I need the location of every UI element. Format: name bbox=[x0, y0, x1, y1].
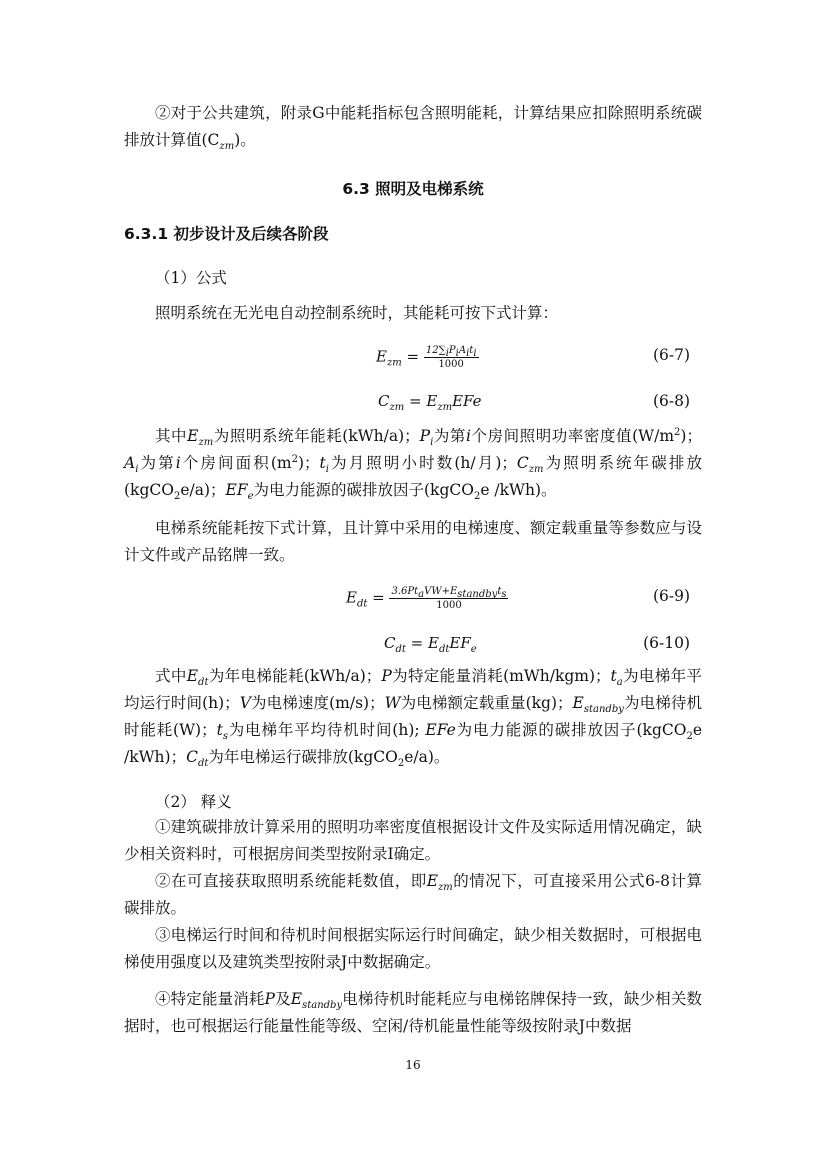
equation-6-9: $E_{dt}$ = $\frac{3.6Pt_aVW+E_{standby}t_s}{1000}$ (6-9) bbox=[346, 586, 690, 611]
note-2: ②在可直接获取照明系统能耗数值，即$E_{zm}$的情况下，可直接采用公式6-8计算碳排放。 bbox=[124, 872, 702, 917]
subsection-title: 6.3.1 初步设计及后续各阶段 bbox=[124, 225, 329, 243]
lighting-definitions: 其中$E_{zm}$为照明系统年能耗(kWh/a)；$P_i$为第i个房间照明功率密度值$(W/m^2)$；$A_i$为第i个房间面积$(m^2)$；$t_i$为月照明小时数(h/月)；$C_{zm}$为照明系统年碳排放(kgCO$_2$e/a)；$EF_e$为电力能源的碳排放因子(kgCO$_2$e /kWh)。 bbox=[124, 426, 702, 503]
formula-heading: （1）公式 bbox=[155, 269, 227, 287]
equation-number: (6-10) bbox=[643, 634, 690, 652]
equation-number: (6-9) bbox=[652, 587, 690, 605]
paragraph-public-building-note: ②对于公共建筑，附录G中能耗指标包含照明能耗，计算结果应扣除照明系统碳排放计算值$(C_{zm})$。 bbox=[124, 104, 702, 153]
notes-heading: （2） 释义 bbox=[155, 793, 232, 811]
elevator-intro: 电梯系统能耗按下式计算，且计算中采用的电梯速度、额定载重量等参数应与设计文件或产品铭牌一致。 bbox=[124, 519, 702, 564]
equation-number: (6-8) bbox=[652, 392, 690, 410]
equation-6-10: $C_{dt} = E_{dt}EF_e$ (6-10) bbox=[384, 634, 690, 655]
elevator-definitions: 式中$E_{dt}$为年电梯能耗(kWh/a)；P为特定能量消耗(mWh/kgm)；$t_a$为电梯年平均运行时间(h)；V为电梯速度(m/s)；W为电梯额定载重量(kg)；$E_{standby}$为电梯待机时能耗(W)；$t_s$为电梯年平均待机时间(h); EFe为电力能源的碳排放因子(kgCO$_2$e /kWh)；$C_{dt}$为年电梯运行碳排放(kgCO$_2$e/a)。 bbox=[124, 667, 702, 770]
equation-6-8: $C_{zm} = E_{zm}EFe$ (6-8) bbox=[378, 392, 690, 413]
note-4: ④特定能量消耗P及$E_{standby}$电梯待机时能耗应与电梯铭牌保持一致，缺少相关数据时，也可根据运行能量性能等级、空闲/待机能量性能等级按附录J中数据 bbox=[124, 990, 702, 1035]
note-3: ③电梯运行时间和待机时间根据实际运行时间确定，缺少相关数据时，可根据电梯使用强度以及建筑类型按附录J中数据确定。 bbox=[124, 926, 702, 971]
lighting-intro: 照明系统在无光电自动控制系统时，其能耗可按下式计算： bbox=[155, 304, 559, 322]
page-number: 16 bbox=[405, 1058, 421, 1072]
equation-6-7: $E_{zm}$ = $\frac{12\sum_iP_iA_it_i}{1000}$ (6-7) bbox=[376, 345, 690, 370]
equation-number: (6-7) bbox=[652, 346, 690, 364]
section-title: 6.3 照明及电梯系统 bbox=[342, 180, 484, 198]
note-1: ①建筑碳排放计算采用的照明功率密度值根据设计文件及实际适用情况确定，缺少相关资料时，可根据房间类型按附录I确定。 bbox=[124, 818, 702, 863]
